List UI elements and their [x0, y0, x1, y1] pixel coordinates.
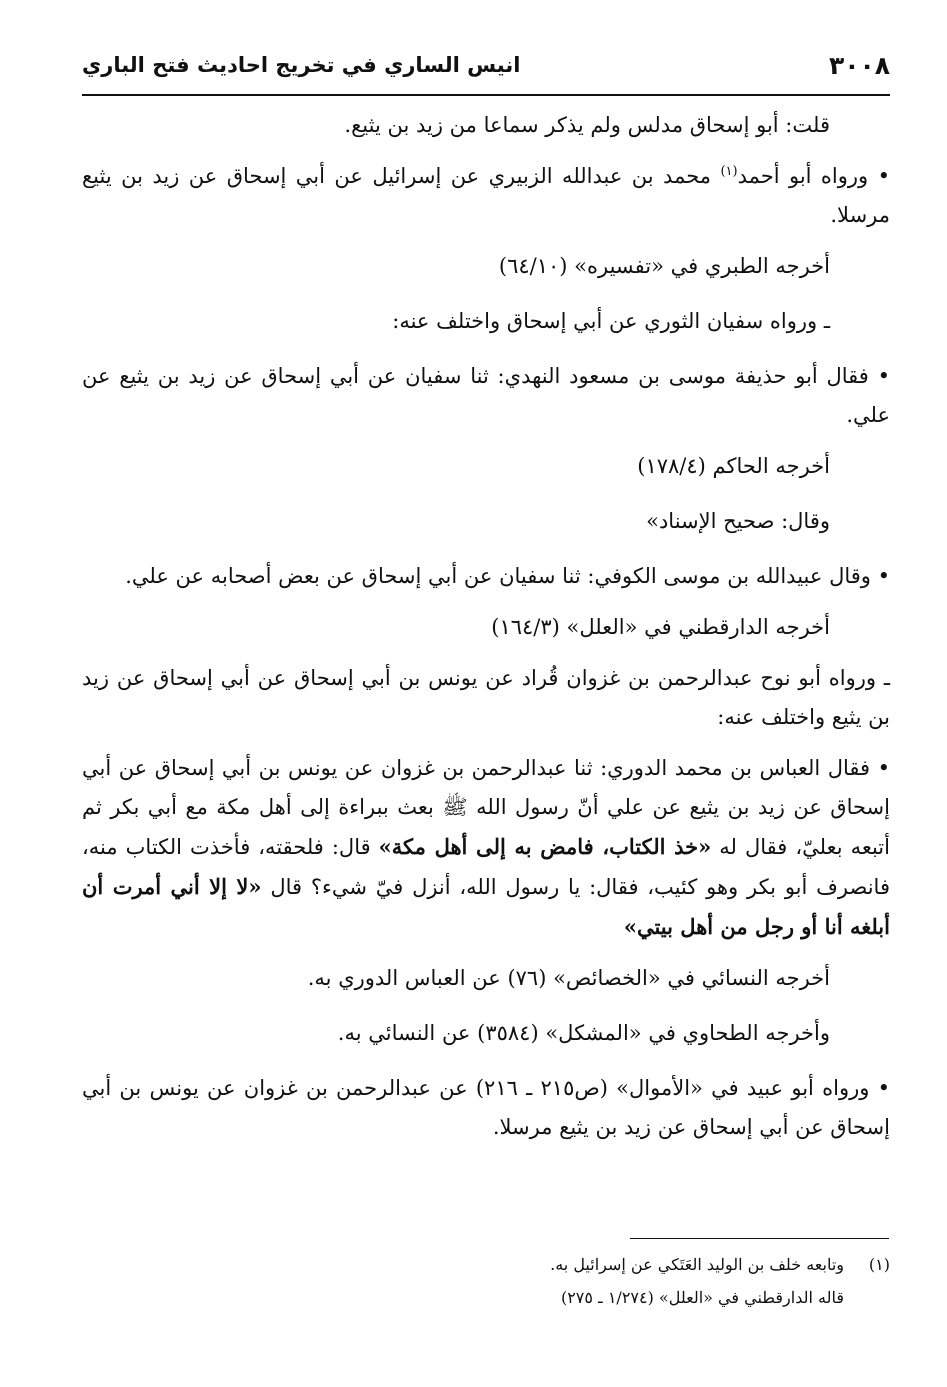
paragraph: • فقال أبو حذيفة موسى بن مسعود النهدي: ثنا سفيان عن أبي إسحاق عن زيد بن يثيع عن علي. [82, 364, 890, 427]
page-number: ٣٠٠٨ [828, 50, 890, 80]
footnote-text-continued: قاله الدارقطني في «العلل» (١/٢٧٤ ـ ٢٧٥) [560, 1288, 844, 1307]
main-text [82, 106, 890, 1159]
paragraph: • ورواه أبو عبيد في «الأموال» (ص٢١٥ ـ ٢١٦) عن عبدالرحمن بن غزوان عن يونس بن أبي إسحاق عن أبي إسحاق عن زيد بن يثيع مرسلا. [82, 1076, 890, 1139]
paragraph: قلت: أبو إسحاق مدلس ولم يذكر سماعا من زيد بن يثيع. [344, 113, 830, 137]
paragraph [82, 157, 890, 235]
footnote-text: وتابعه خلف بن الوليد العَتَكي عن إسرائيل به. [550, 1255, 844, 1274]
footnote-reference: (١) [720, 164, 738, 179]
paragraph-text: قال: فلحقته، فأخذت الكتاب منه، فانصرف أبو بكر وهو كئيب، فقال: يا رسول الله، أنزل فيّ شيء؟ قال [82, 835, 890, 899]
paragraph: ـ ورواه أبو نوح عبدالرحمن بن غزوان قُراد عن يونس بن أبي إسحاق عن أبي إسحاق عن زيد بن يثيع واختلف عنه: [82, 666, 890, 729]
page-header [82, 44, 890, 86]
paragraph: أخرجه الدارقطني في «العلل» (١٦٤/٣) [491, 615, 830, 639]
paragraph-text: محمد بن عبدالله الزبيري عن إسرائيل عن أبي إسحاق عن زيد بن يثيع مرسلا. [82, 164, 890, 227]
paragraph: • وقال عبيدالله بن موسى الكوفي: ثنا سفيان عن أبي إسحاق عن بعض أصحابه عن علي. [125, 564, 890, 588]
header-divider [82, 94, 890, 96]
paragraph [82, 749, 890, 947]
hadith-quote: «لا إلا أني أمرت أن أبلغه أنا أو رجل من أهل بيتي» [82, 874, 890, 939]
paragraph-text: • فقال العباس بن محمد الدوري: ثنا عبدالرحمن بن غزوان عن يونس بن أبي إسحاق عن أبي إسحاق عن زيد بن يثيع عن علي أنّ رسول الله ﷺ بعث ببراءة إلى أهل مكة مع أبي بكر ثم أتبعه بعليّ، فقال له [82, 756, 890, 859]
paragraph: وأخرجه الطحاوي في «المشكل» (٣٥٨٤) عن النسائي به. [337, 1021, 830, 1045]
footnote-line [82, 1248, 890, 1281]
hadith-quote: «خذ الكتاب، فامض به إلى أهل مكة» [378, 834, 712, 859]
paragraph: ـ ورواه سفيان الثوري عن أبي إسحاق واختلف عنه: [392, 309, 830, 333]
paragraph-text: • ورواه أبو أحمد [737, 164, 890, 188]
footnote-number: (١) [868, 1255, 890, 1274]
footnotes [82, 1248, 890, 1314]
paragraph: وقال: صحيح الإسناد» [646, 509, 830, 533]
running-title: انيس الساري في تخريج احاديث فتح الباري [82, 53, 521, 77]
footnote-divider [630, 1238, 889, 1239]
paragraph: أخرجه الحاكم (١٧٨/٤) [637, 454, 830, 478]
paragraph: أخرجه النسائي في «الخصائص» (٧٦) عن العباس الدوري به. [307, 966, 830, 990]
paragraph: أخرجه الطبري في «تفسيره» (٦٤/١٠) [498, 254, 830, 278]
